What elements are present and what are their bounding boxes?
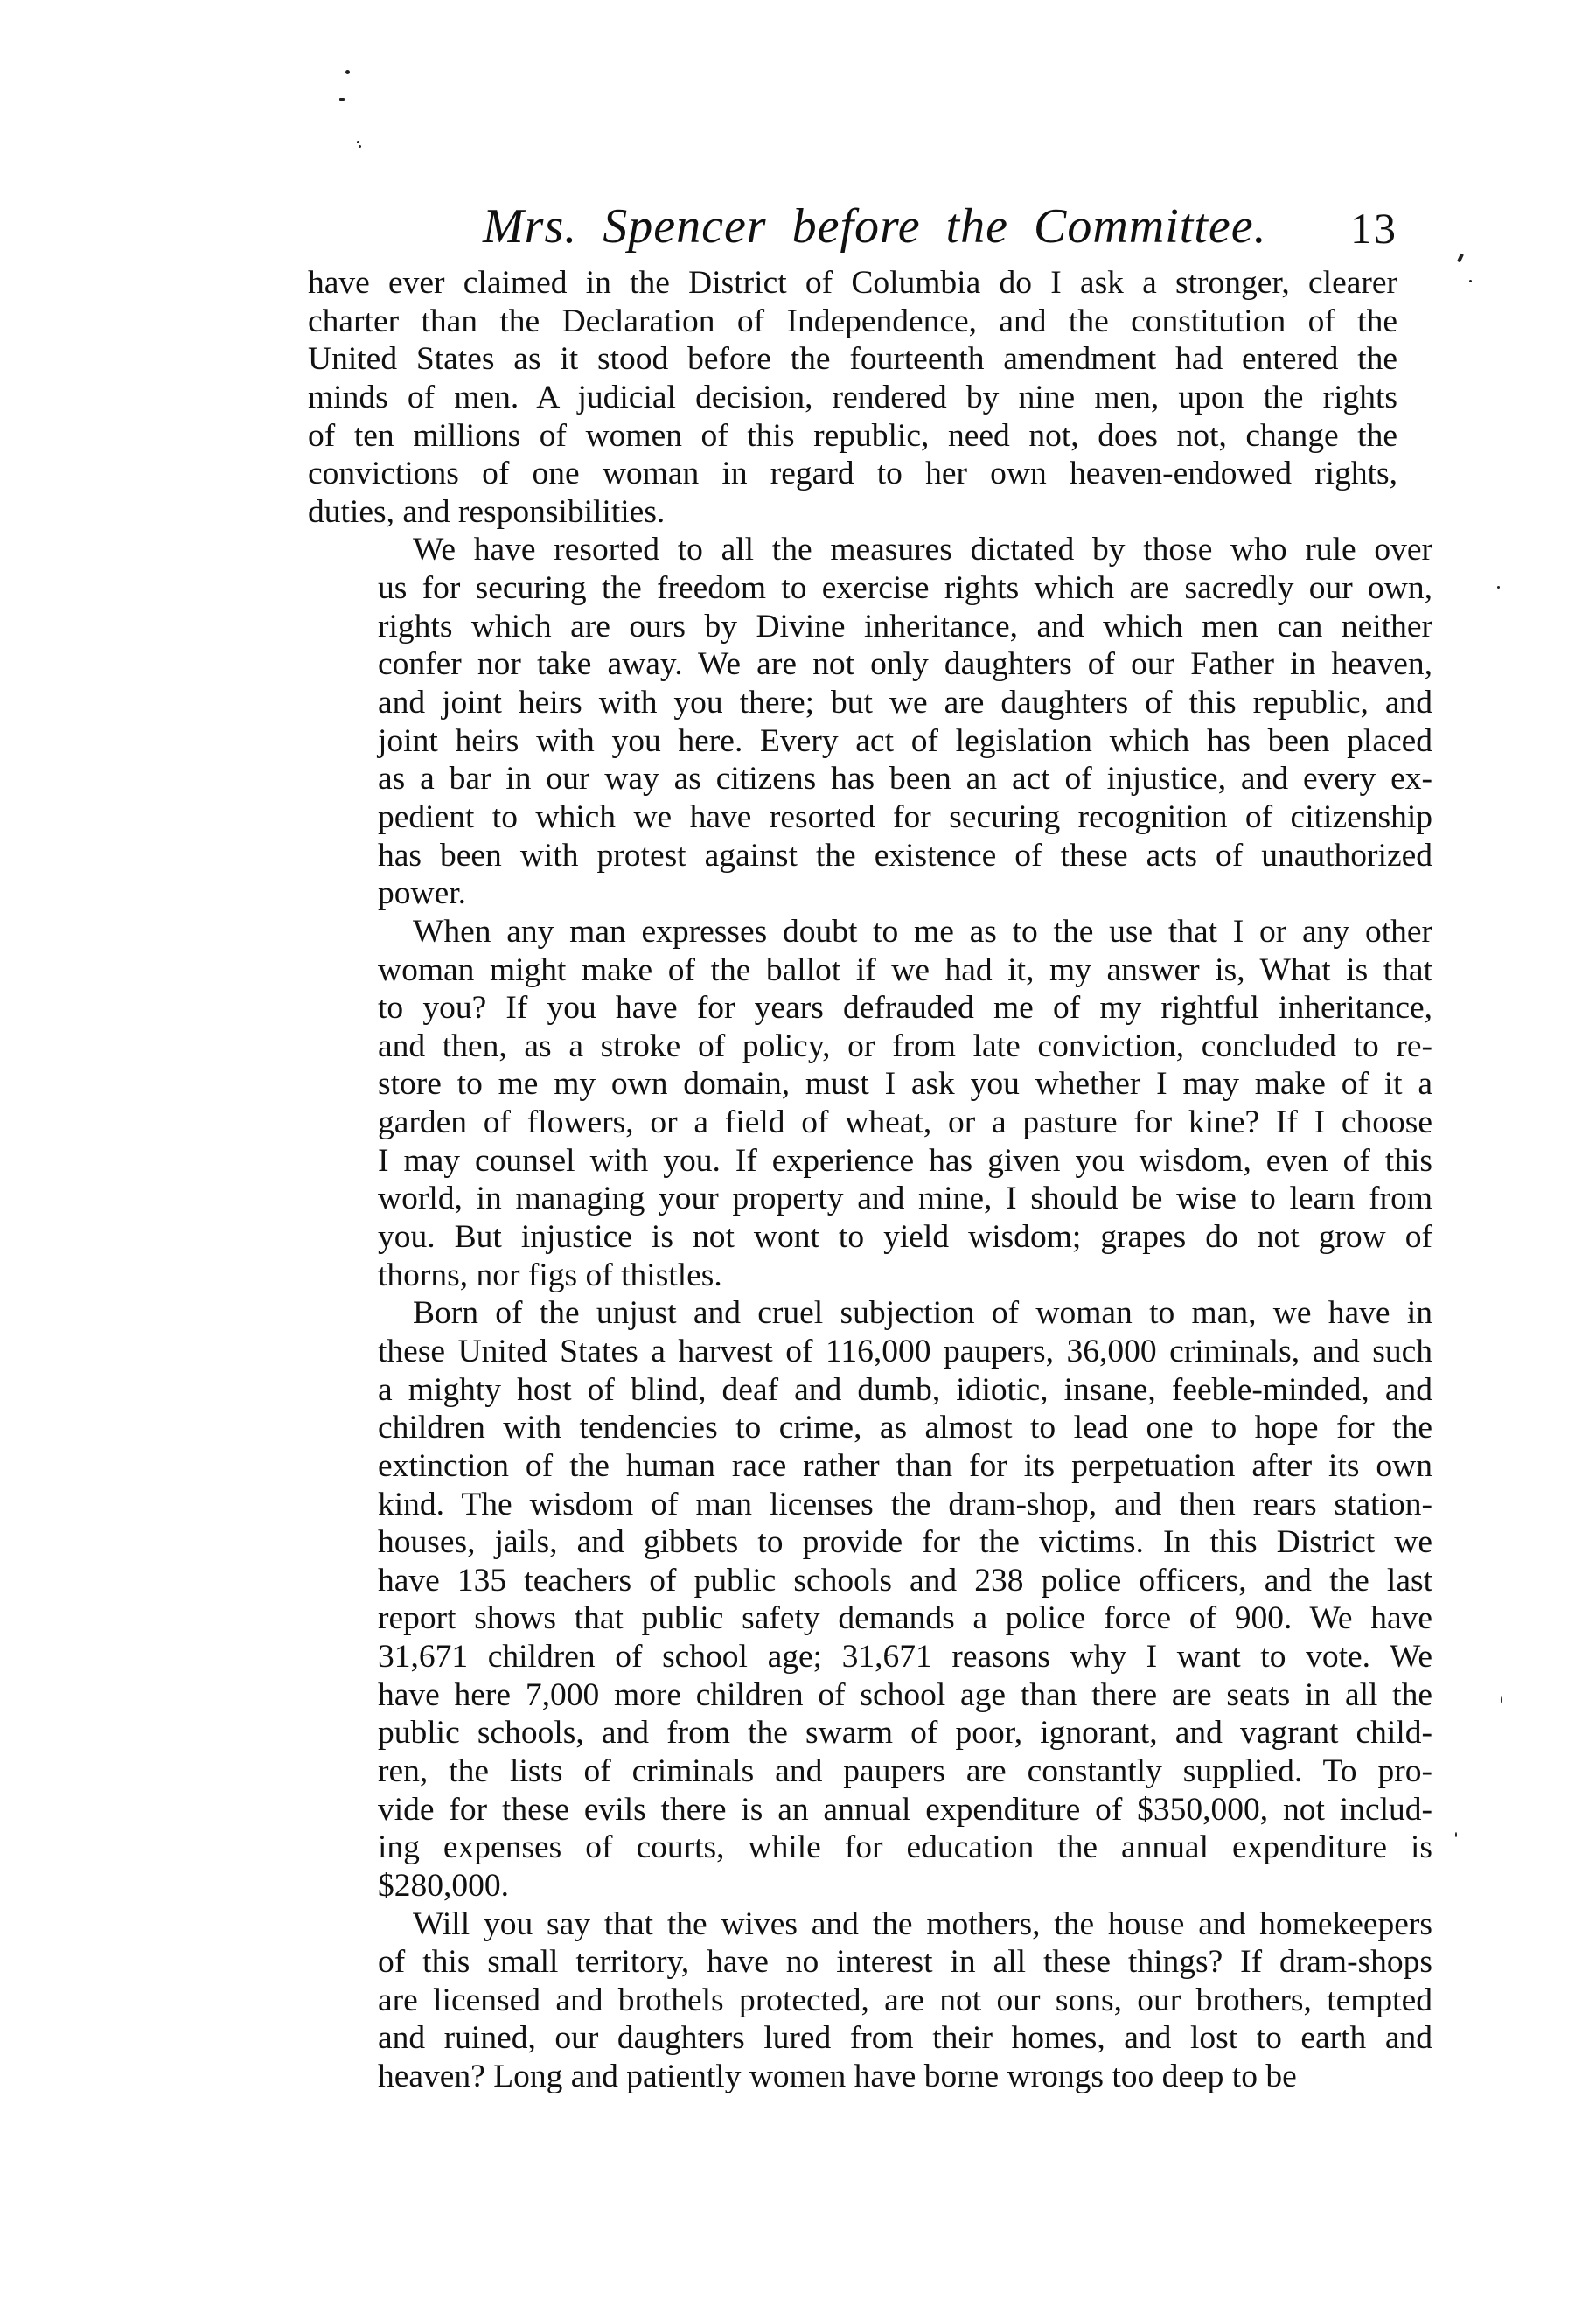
- text-line-content: charter than the Declaration of Independence, and the constitution of the: [308, 303, 1397, 339]
- text-line-content: as a bar in our way as citizens has been an act of injustice, and every ex-: [378, 761, 1432, 798]
- text-line-content: houses, jails, and gibbets to provide for the victims. In this District we: [378, 1524, 1432, 1561]
- text-line: [308, 417, 1397, 456]
- text-line: [308, 1676, 1432, 1715]
- body-text: [308, 264, 1432, 2096]
- text-line-content: and then, as a stroke of policy, or from late conviction, concluded to re-: [378, 1028, 1432, 1064]
- text-line: [308, 989, 1432, 1028]
- text-line: [308, 1028, 1432, 1066]
- text-line: [308, 798, 1432, 837]
- text-line-content: have here 7,000 more children of school age than there are seats in all the: [378, 1676, 1432, 1713]
- text-line-content: ing expenses of courts, while for education the annual expenditure is: [378, 1829, 1432, 1866]
- scan-speck: [357, 141, 359, 143]
- text-line: [308, 493, 1397, 532]
- scan-speck: [359, 145, 361, 148]
- text-line: [308, 1333, 1432, 1371]
- text-line: [308, 874, 1397, 913]
- text-line: [308, 722, 1432, 761]
- text-line: [308, 1562, 1432, 1600]
- text-line-content: power.: [378, 875, 467, 912]
- text-line: [308, 1371, 1432, 1410]
- text-line: [308, 951, 1432, 990]
- running-head: [308, 196, 1397, 257]
- text-line: [308, 1599, 1432, 1638]
- text-line: [308, 1180, 1432, 1218]
- text-line: [308, 645, 1432, 684]
- text-line: [308, 1791, 1432, 1829]
- text-line-content: report shows that public safety demands a police force of 900. We have: [378, 1600, 1432, 1637]
- text-line-content: us for securing the freedom to exercise rights which are sacredly our own,: [378, 570, 1432, 607]
- text-line-content: I may counsel with you. If experience has given you wisdom, even of this: [378, 1142, 1432, 1179]
- text-line: [308, 1638, 1432, 1676]
- text-line-content: and joint heirs with you there; but we are daughters of this republic, and: [378, 685, 1432, 721]
- scan-speck: [345, 70, 350, 74]
- text-line: [308, 303, 1397, 341]
- text-line: [308, 1752, 1432, 1791]
- text-line: [308, 684, 1432, 722]
- text-line: [308, 531, 1432, 569]
- text-line-content: have ever claimed in the District of Columbia do I ask a stronger, clearer: [308, 265, 1397, 301]
- text-line: [308, 1714, 1432, 1752]
- text-line-content: public schools, and from the swarm of poor, ignorant, and vagrant child-: [378, 1715, 1432, 1752]
- text-line: [308, 1218, 1432, 1257]
- paragraph: [308, 913, 1432, 1294]
- text-line: [308, 1104, 1432, 1142]
- text-line: [308, 1867, 1397, 1905]
- text-line: [308, 340, 1397, 379]
- text-line-content: to you? If you have for years defrauded me of my rightful inheritance,: [378, 990, 1432, 1027]
- text-line: [308, 913, 1432, 951]
- text-line-content: are licensed and brothels protected, are not our sons, our brothers, tempted: [378, 1982, 1432, 2018]
- text-line-content: you. But injustice is not wont to yield wisdom; grapes do not grow of: [378, 1219, 1432, 1256]
- scan-speck: [1501, 1696, 1502, 1703]
- text-line-content: ren, the lists of criminals and paupers are constantly supplied. To pro-: [378, 1752, 1432, 1789]
- text-line-content: We have resorted to all the measures dictated by those who rule over: [413, 532, 1432, 568]
- text-line-content: kind. The wisdom of man licenses the dram-shop, and then rears station-: [378, 1486, 1432, 1522]
- text-line: [308, 760, 1432, 798]
- text-line: [308, 1982, 1432, 2020]
- text-line-content: of ten millions of women of this republic, need not, does not, change the: [308, 417, 1397, 454]
- text-line: [308, 455, 1397, 493]
- text-line-content: garden of flowers, or a field of wheat, or a pasture for kine? If I choose: [378, 1104, 1432, 1141]
- text-line-content: world, in managing your property and mine, I should be wise to learn from: [378, 1181, 1432, 1217]
- text-line: [308, 2019, 1432, 2058]
- text-line-content: and ruined, our daughters lured from their homes, and lost to earth and: [378, 2020, 1432, 2057]
- text-line-content: extinction of the human race rather than for its perpetuation after its own: [378, 1447, 1432, 1484]
- text-line-content: a mighty host of blind, deaf and dumb, idiotic, insane, feeble-minded, and: [378, 1371, 1432, 1408]
- text-line-content: minds of men. A judicial decision, rendered by nine men, upon the rights: [308, 379, 1397, 415]
- scan-speck: [1497, 586, 1500, 589]
- text-line: [308, 1409, 1432, 1447]
- scan-speck: [339, 98, 345, 101]
- text-line-content: of this small territory, have no interest in all these things? If dram-shops: [378, 1944, 1432, 1981]
- text-line-content: pedient to which we have resorted for securing recognition of citizenship: [378, 798, 1432, 835]
- text-line-content: children with tendencies to crime, as almost to lead one to hope for the: [378, 1410, 1432, 1446]
- text-line: [308, 608, 1432, 646]
- text-line: [308, 379, 1397, 417]
- text-line-content: heaven? Long and patiently women have borne wrongs too deep to be: [378, 2059, 1297, 2095]
- paragraph: [308, 1294, 1432, 1905]
- text-line-content: Will you say that the wives and the mothers, the house and homekeepers: [413, 1905, 1432, 1942]
- text-line-content: has been with protest against the existence of these acts of unauthorized: [378, 837, 1432, 874]
- text-line: [308, 1486, 1432, 1524]
- text-line-content: When any man expresses doubt to me as to the use that I or any other: [413, 913, 1432, 950]
- text-line-content: store to me my own domain, must I ask you whether I may make of it a: [378, 1066, 1432, 1103]
- text-line: [308, 1523, 1432, 1562]
- paragraph: [308, 1905, 1432, 2096]
- text-line-content: have 135 teachers of public schools and 238 police officers, and the last: [378, 1562, 1432, 1599]
- scan-speck: [1455, 1832, 1457, 1837]
- text-line: [308, 264, 1397, 303]
- text-line: [308, 1142, 1432, 1181]
- text-line: [308, 1257, 1397, 1295]
- text-line-content: Born of the unjust and cruel subjection of woman to man, we have in: [413, 1295, 1432, 1332]
- text-line: [308, 1829, 1432, 1867]
- paragraph: [308, 264, 1397, 531]
- scan-speck: [1457, 254, 1464, 263]
- scan-speck: [1469, 280, 1472, 282]
- text-line-content: thorns, nor figs of thistles.: [378, 1257, 722, 1293]
- paragraph: [308, 531, 1432, 912]
- text-line-content: rights which are ours by Divine inheritance, and which men can neither: [378, 608, 1432, 644]
- page-number: 13: [1350, 204, 1397, 253]
- text-line-content: convictions of one woman in regard to her own heaven-endowed rights,: [308, 456, 1397, 492]
- text-line: [308, 1065, 1432, 1104]
- text-line-content: these United States a harvest of 116,000 paupers, 36,000 criminals, and such: [378, 1333, 1432, 1369]
- text-line-content: duties, and responsibilities.: [308, 493, 666, 530]
- text-line-content: joint heirs with you here. Every act of legislation which has been placed: [378, 722, 1432, 759]
- text-line-content: woman might make of the ballot if we had it, my answer is, What is that: [378, 951, 1432, 988]
- text-line-content: 31,671 children of school age; 31,671 reasons why I want to vote. We: [378, 1639, 1432, 1675]
- text-line: [308, 1294, 1432, 1333]
- text-line: [308, 1905, 1432, 1944]
- text-line-content: vide for these evils there is an annual expenditure of $350,000, not includ-: [378, 1791, 1432, 1828]
- text-line-content: confer nor take away. We are not only daughters of our Father in heaven,: [378, 646, 1432, 683]
- text-line: [308, 1447, 1432, 1486]
- text-line: [308, 2058, 1397, 2096]
- text-line: [308, 837, 1432, 875]
- text-line: [308, 1943, 1432, 1982]
- text-line-content: United States as it stood before the fourteenth amendment had entered the: [308, 341, 1397, 378]
- text-line-content: $280,000.: [378, 1867, 509, 1904]
- running-title: Mrs. Spencer before the Committee.: [483, 199, 1267, 254]
- text-line: [308, 569, 1432, 608]
